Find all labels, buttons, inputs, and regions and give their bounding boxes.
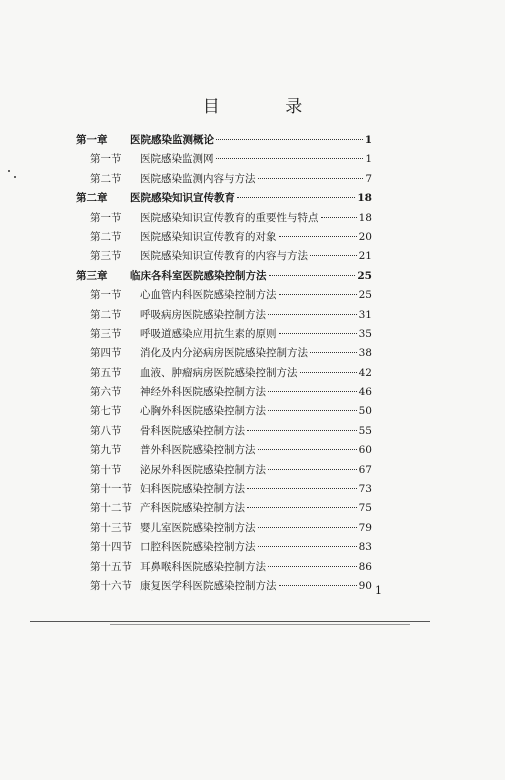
toc-entry-page: 18 xyxy=(357,192,372,205)
toc-entry-page: 75 xyxy=(358,502,372,515)
toc-entry-label: 第二章 xyxy=(76,192,108,205)
toc-section-entry xyxy=(76,170,372,189)
toc-section-entry xyxy=(76,461,372,480)
toc-entry-label: 第二节 xyxy=(90,172,122,185)
toc-dot-leader xyxy=(247,430,357,431)
toc-section-entry xyxy=(76,441,372,460)
toc-entry-label: 第一节 xyxy=(90,289,122,302)
toc-entry-label: 第十三节 xyxy=(90,521,132,534)
toc-section-entry xyxy=(76,306,372,325)
scan-speck xyxy=(8,170,10,172)
toc-dot-leader xyxy=(258,449,357,450)
toc-entry-label: 第十六节 xyxy=(90,579,132,592)
toc-dot-leader xyxy=(279,333,357,334)
toc-entry-label: 第三节 xyxy=(90,250,122,263)
toc-entry-title: 医院感染监测内容与方法 xyxy=(140,172,256,185)
toc-entry-title: 医院感染知识宣传教育的对象 xyxy=(140,230,277,243)
toc-entry-label: 第十二节 xyxy=(90,502,132,515)
toc-dot-leader xyxy=(300,372,357,373)
toc-section-entry xyxy=(76,150,372,169)
toc-entry-page: 1 xyxy=(364,134,372,146)
toc-dot-leader xyxy=(216,158,364,159)
toc-dot-leader xyxy=(279,236,357,237)
toc-chapter-entry xyxy=(76,267,372,286)
toc-section-entry xyxy=(76,247,372,266)
toc-entry-page: 55 xyxy=(358,424,372,437)
toc-section-entry xyxy=(76,228,372,247)
toc-entry-title: 心胸外科医院感染控制方法 xyxy=(140,405,266,418)
toc-entry-page: 50 xyxy=(358,405,372,418)
toc-entry-label: 第五节 xyxy=(90,366,122,379)
toc-section-entry xyxy=(76,519,372,538)
toc-entry-page: 25 xyxy=(358,289,372,302)
toc-entry-page: 46 xyxy=(358,386,372,399)
page-number: 1 xyxy=(375,584,382,597)
toc-dot-leader xyxy=(310,352,357,353)
toc-entry-label: 第十一节 xyxy=(90,483,132,496)
toc-section-entry xyxy=(76,499,372,518)
toc-entry-page: 60 xyxy=(358,444,372,457)
toc-section-entry xyxy=(76,344,372,363)
toc-entry-label: 第十四节 xyxy=(90,541,132,554)
toc-dot-leader xyxy=(258,178,364,179)
toc-dot-leader xyxy=(268,391,357,392)
toc-section-entry xyxy=(76,364,372,383)
toc-entry-title: 呼吸病房医院感染控制方法 xyxy=(140,308,266,321)
toc-entry-label: 第四节 xyxy=(90,347,122,360)
toc-entry-page: 38 xyxy=(358,347,372,360)
toc-entry-page: 79 xyxy=(358,521,372,534)
toc-section-entry xyxy=(76,402,372,421)
toc-chapter-entry xyxy=(76,189,372,208)
toc-entry-title: 泌尿外科医院感染控制方法 xyxy=(140,463,266,476)
toc-dot-leader xyxy=(321,217,357,218)
toc-entry-title: 血液、肿瘤病房医院感染控制方法 xyxy=(140,366,298,379)
toc-entry-page: 73 xyxy=(358,483,372,496)
bottom-rule xyxy=(30,621,430,622)
toc-section-entry xyxy=(76,286,372,305)
toc-entry-label: 第十五节 xyxy=(90,560,132,573)
toc-dot-leader xyxy=(279,294,357,295)
toc-section-entry xyxy=(76,577,372,596)
toc-entry-label: 第九节 xyxy=(90,444,122,457)
toc-entry-title: 消化及内分泌病房医院感染控制方法 xyxy=(140,347,308,360)
toc-dot-leader xyxy=(237,197,355,198)
toc-entry-title: 临床各科室医院感染控制方法 xyxy=(130,269,267,282)
toc-entry-label: 第七节 xyxy=(90,405,122,418)
toc-dot-leader xyxy=(269,275,356,276)
toc-entry-label: 第三章 xyxy=(76,269,108,282)
toc-entry-page: 42 xyxy=(358,366,372,379)
toc-entry-title: 神经外科医院感染控制方法 xyxy=(140,386,266,399)
toc-dot-leader xyxy=(268,314,357,315)
toc-entry-label: 第一节 xyxy=(90,211,122,224)
toc-dot-leader xyxy=(279,585,357,586)
toc-entry-title: 心血管内科医院感染控制方法 xyxy=(140,289,277,302)
toc-entry-title: 婴儿室医院感染控制方法 xyxy=(140,521,256,534)
toc-dot-leader xyxy=(310,255,357,256)
toc-entry-title: 骨科医院感染控制方法 xyxy=(140,424,245,437)
toc-section-entry xyxy=(76,209,372,228)
toc-dot-leader xyxy=(268,469,357,470)
toc-dot-leader xyxy=(247,507,357,508)
toc-dot-leader xyxy=(258,527,357,528)
toc-entry-page: 35 xyxy=(358,327,372,340)
toc-entry-label: 第六节 xyxy=(90,386,122,399)
toc-entry-title: 医院感染知识宣传教育的内容与方法 xyxy=(140,250,308,263)
toc-entry-title: 医院感染监测概论 xyxy=(130,134,214,146)
bottom-rule-secondary xyxy=(110,624,410,625)
toc-dot-leader xyxy=(247,488,357,489)
scan-speck xyxy=(14,176,16,178)
toc-entry-page: 67 xyxy=(358,463,372,476)
toc-section-entry xyxy=(76,383,372,402)
toc-entry-title: 医院感染知识宣传教育 xyxy=(130,192,235,205)
toc-entry-title: 产科医院感染控制方法 xyxy=(140,502,245,515)
toc-entry-label: 第一节 xyxy=(90,153,122,166)
toc-entry-title: 耳鼻喉科医院感染控制方法 xyxy=(140,560,266,573)
toc-entry-page: 1 xyxy=(365,153,372,166)
toc-entry-title: 普外科医院感染控制方法 xyxy=(140,444,256,457)
toc-entry-label: 第三节 xyxy=(90,327,122,340)
toc-entry-page: 31 xyxy=(358,308,372,321)
toc-entry-label: 第八节 xyxy=(90,424,122,437)
toc-entry-page: 21 xyxy=(358,250,372,263)
toc-entry-page: 25 xyxy=(357,269,372,282)
toc-entry-title: 妇科医院感染控制方法 xyxy=(140,483,245,496)
toc-chapter-entry xyxy=(76,131,372,150)
table-of-contents xyxy=(76,131,372,596)
toc-entry-label: 第二节 xyxy=(90,230,122,243)
toc-entry-page: 18 xyxy=(358,211,372,224)
toc-entry-page: 20 xyxy=(358,230,372,243)
toc-entry-title: 医院感染监测网 xyxy=(140,153,214,166)
toc-entry-title: 呼吸道感染应用抗生素的原则 xyxy=(140,327,277,340)
toc-entry-page: 7 xyxy=(365,172,372,185)
page-title: 目 录 xyxy=(202,97,333,117)
toc-entry-title: 医院感染知识宣传教育的重要性与特点 xyxy=(140,211,319,224)
toc-section-entry xyxy=(76,558,372,577)
toc-section-entry xyxy=(76,480,372,499)
toc-entry-label: 第二节 xyxy=(90,308,122,321)
toc-entry-page: 83 xyxy=(358,541,372,554)
toc-entry-page: 90 xyxy=(358,579,372,592)
toc-entry-label: 第一章 xyxy=(76,134,108,146)
toc-section-entry xyxy=(76,325,372,344)
toc-section-entry xyxy=(76,538,372,557)
toc-dot-leader xyxy=(216,139,363,140)
toc-entry-title: 口腔科医院感染控制方法 xyxy=(140,541,256,554)
toc-entry-title: 康复医学科医院感染控制方法 xyxy=(140,579,277,592)
toc-dot-leader xyxy=(268,410,357,411)
toc-dot-leader xyxy=(258,546,357,547)
toc-section-entry xyxy=(76,422,372,441)
toc-dot-leader xyxy=(268,566,357,567)
toc-entry-label: 第十节 xyxy=(90,463,122,476)
toc-entry-page: 86 xyxy=(358,560,372,573)
